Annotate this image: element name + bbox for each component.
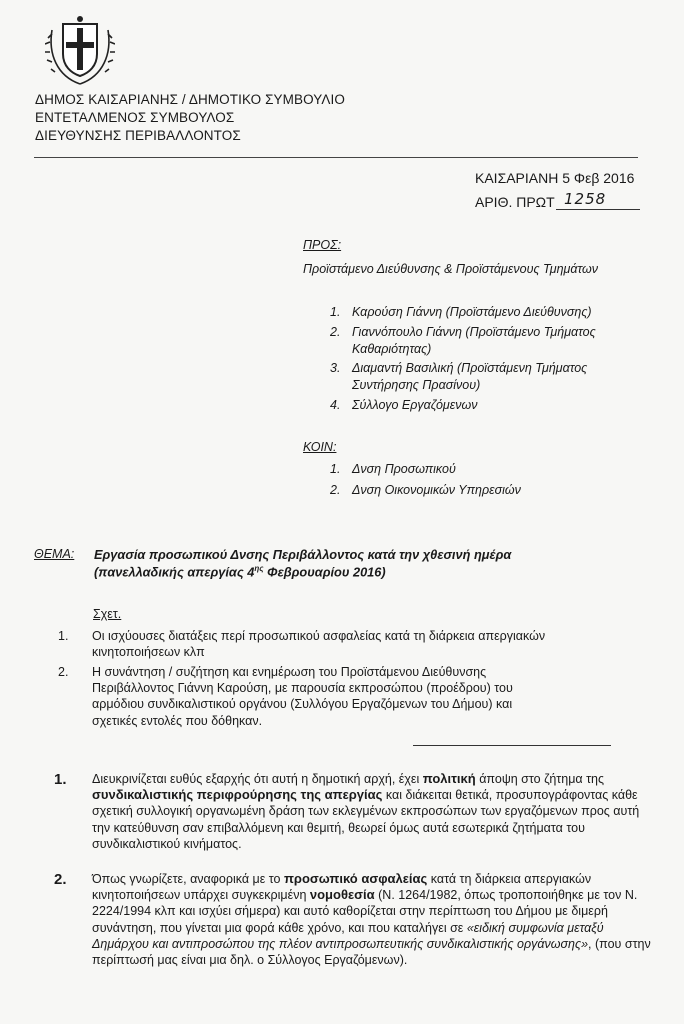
section-separator <box>413 745 611 746</box>
paragraph-number: 1. <box>54 771 67 788</box>
recipient-name: Διαμαντή Βασιλική (Προϊστάμενη Τμήματος <box>352 361 588 375</box>
reference-line: κινητοποιήσεων κλπ <box>92 645 205 659</box>
greek-state-emblem <box>45 10 115 86</box>
dateline: ΚΑΙΣΑΡΙΑΝΗ 5 Φεβ 2016 <box>475 170 635 186</box>
recipient-name-cont: Καθαριότητας) <box>352 342 432 356</box>
recipient-name-cont: Συντήρησης Πρασίνου) <box>352 378 481 392</box>
recipient-name: Σύλλογο Εργαζόμενων <box>352 398 478 412</box>
reference-line: Περιβάλλοντος Γιάννη Καρούση, με παρουσία εκπροσώπου (προέδρου) του <box>92 681 513 695</box>
recipient-number: 3. <box>330 361 341 375</box>
protocol-label: ΑΡΙΘ. ΠΡΩΤ <box>475 194 555 210</box>
reference-line: σχετικές εντολές που δόθηκαν. <box>92 714 263 728</box>
protocol-number: 1258 <box>564 190 607 208</box>
recipient-number: 4. <box>330 398 341 412</box>
header-line-3: ΔΙΕΥΘΥΝΣΗΣ ΠΕΡΙΒΑΛΛΟΝΤΟΣ <box>35 128 241 143</box>
reference-line: αρμόδιου συνδικαλιστικού οργάνου (Συλλόγου Εργαζόμενων του Δήμου) και <box>92 697 513 711</box>
header-line-1: ΔΗΜΟΣ ΚΑΙΣΑΡΙΑΝΗΣ / ΔΗΜΟΤΙΚΟ ΣΥΜΒΟΥΛΙΟ <box>35 92 345 107</box>
paragraph-1: Διευκρινίζεται ευθύς εξαρχής ότι αυτή η δημοτική αρχή, έχει πολιτική άποψη στο ζήτημα της συνδικαλιστικής περιφρούρησης της απεργίας και διάκειται θετικά, προσυπογράφοντας κάθε σχετική συλλογική οργανωμένη δράση των εκλεγμένων εκπροσώπων των εργαζόμενων προς αυτή την κατεύθυνση σαν επιβαλλόμενη και θεμιτή, θεωρεί όμως αυτά εσωτερικά ζητήματα του συνδικαλιστικού κινήματος. <box>92 771 640 851</box>
paragraph-2: Όπως γνωρίζετε, αναφορικά με το προσωπικό ασφαλείας κατά τη διάρκεια απεργιακών κινητοποιήσεων υπάρχει συγκεκριμένη νομοθεσία (Ν. 1264/1982, όπως τροποποιήθηκε με τον Ν. 2224/1994 κλπ και ισχύει σήμερα) και αυτό καθορίζεται στην περίπτωση του Δήμου με διμερή συνάντηση, που γίνεται μια φορά κάθε χρόνο, και που καταλήγει σε «ειδική συμφωνία μεταξύ Δημάρχου και αντιπροσώπου της πλέον αντιπροσωπευτικής συνδικαλιστικής οργάνωσης», (που στην περίπτωσή μας είναι μια δηλ. ο Σύλλογος Εργαζόμενων). <box>92 871 651 968</box>
reference-number: 2. <box>58 665 69 679</box>
header-line-2: ΕΝΤΕΤΑΛΜΕΝΟΣ ΣΥΜΒΟΥΛΟΣ <box>35 110 235 125</box>
cc-number: 2. <box>330 483 341 497</box>
subject-line-1: Εργασία προσωπικού Δνσης Περιβάλλοντος κατά την χθεσινή ημέρα <box>94 547 512 562</box>
cc-heading: ΚΟΙΝ: <box>303 440 337 454</box>
subject-line-2: (πανελλαδικής απεργίας $4^{\eta\varsigma}$ Φεβρουαρίου 2016) <box>94 564 386 580</box>
cc-item: Δνση Οικονομικών Υπηρεσιών <box>352 483 521 497</box>
recipient-name: Καρούση Γιάννη (Προϊστάμενο Διεύθυνσης) <box>352 305 592 319</box>
references-heading: Σχετ. <box>93 607 122 621</box>
recipients-heading: ΠΡΟΣ: <box>303 238 342 252</box>
protocol-underline <box>556 209 640 210</box>
subject-label: ΘΕΜΑ: <box>34 547 75 561</box>
reference-number: 1. <box>58 629 69 643</box>
recipient-name: Γιαννόπουλο Γιάννη (Προϊστάμενο Τμήματος <box>352 325 596 339</box>
cc-item: Δνση Προσωπικού <box>352 462 456 476</box>
reference-line: Η συνάντηση / συζήτηση και ενημέρωση του Προϊστάμενου Διεύθυνσης <box>92 665 487 679</box>
cc-number: 1. <box>330 462 341 476</box>
reference-line: Οι ισχύουσες διατάξεις περί προσωπικού ασφαλείας κατά τη διάρκεια απεργιακών <box>92 629 546 643</box>
recipient-number: 1. <box>330 305 341 319</box>
paragraph-number: 2. <box>54 871 67 888</box>
recipients-subtitle: Προϊστάμενο Διεύθυνσης & Προϊστάμενους Τμημάτων <box>303 262 598 276</box>
header-divider <box>34 157 638 158</box>
recipient-number: 2. <box>330 325 341 339</box>
